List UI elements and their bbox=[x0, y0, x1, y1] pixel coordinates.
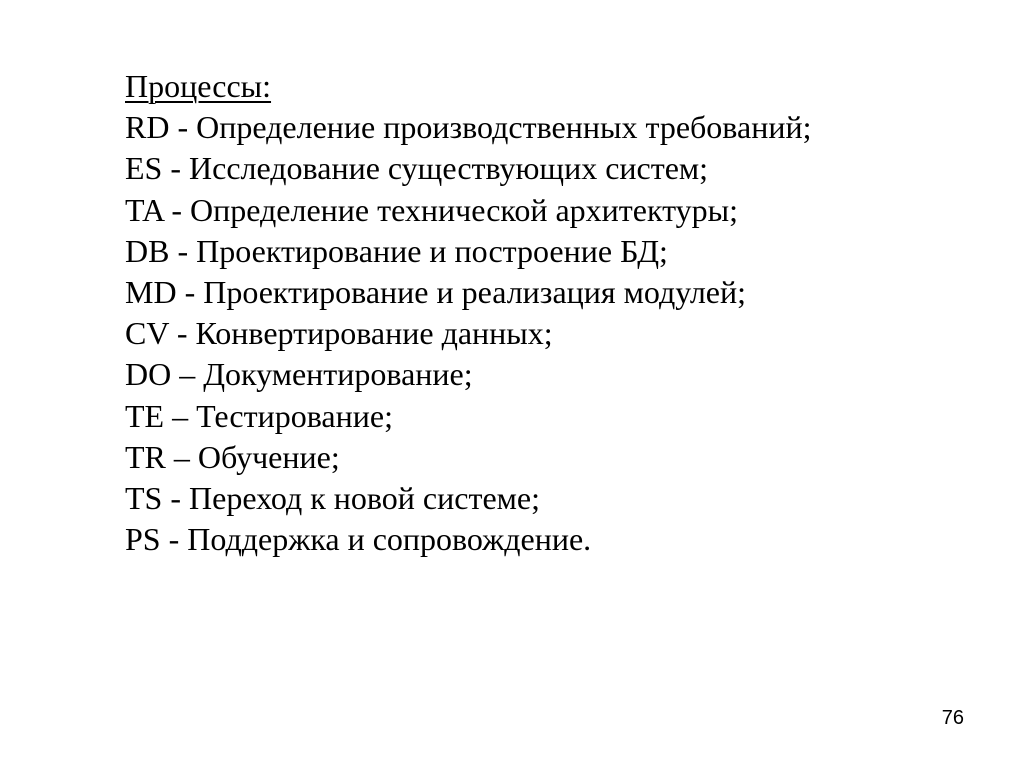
process-item-md: MD - Проектирование и реализация модулей; bbox=[125, 274, 746, 311]
process-item-ps: PS - Поддержка и сопровождение. bbox=[125, 521, 592, 558]
process-item-do: DO – Документирование; bbox=[125, 356, 473, 393]
process-item-ta: TA - Определение технической архитектуры; bbox=[125, 191, 739, 228]
process-item-es: ES - Исследование существующих систем; bbox=[125, 150, 709, 187]
slide-heading: Процессы: bbox=[125, 68, 272, 104]
process-item-ts: TS - Переход к новой системе; bbox=[125, 480, 540, 517]
process-item-db: DB - Проектирование и построение БД; bbox=[125, 232, 668, 269]
process-list bbox=[125, 66, 985, 560]
heading-line bbox=[125, 66, 985, 107]
page-number: 76 bbox=[941, 707, 964, 729]
process-item-te: TE – Тестирование; bbox=[125, 397, 393, 434]
process-item-rd: RD - Определение производственных требований; bbox=[125, 109, 812, 146]
process-item-tr: TR – Обучение; bbox=[125, 438, 340, 475]
process-item-cv: CV - Конвертирование данных; bbox=[125, 315, 553, 352]
